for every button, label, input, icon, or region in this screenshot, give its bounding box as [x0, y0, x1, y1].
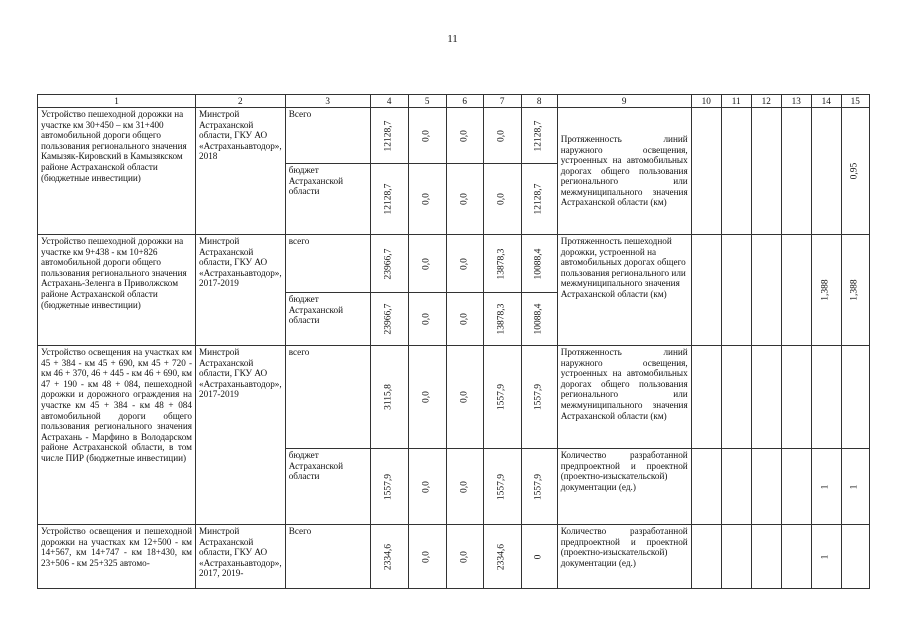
value-cell: [483, 449, 521, 525]
empty-cell: [751, 346, 781, 449]
col-header: 7: [483, 95, 521, 108]
value-text: 1,388: [820, 279, 831, 301]
empty-cell: [721, 235, 751, 346]
value-text: 0,0: [459, 480, 470, 493]
funding-source: Всего: [285, 108, 370, 164]
value-cell: [483, 108, 521, 164]
value-text: 0,0: [459, 193, 470, 205]
empty-cell: [721, 525, 751, 589]
value-cell: [521, 293, 557, 346]
value-text: 0,95: [849, 162, 860, 180]
value-cell: [811, 525, 841, 589]
empty-cell: [691, 525, 721, 589]
empty-cell: [691, 108, 721, 235]
value-cell: [408, 293, 446, 346]
table-row: [38, 525, 870, 589]
table-row: [38, 346, 870, 449]
value-cell: [446, 235, 483, 293]
value-cell: [483, 293, 521, 346]
value-text: 0,0: [421, 480, 432, 493]
table-row: [38, 235, 870, 293]
funding-source: Всего: [285, 525, 370, 589]
col-header: 4: [370, 95, 408, 108]
indicator-text: Количество разработанной предпроектной и проектной (проектно-изыскательской) документации (ед.): [557, 525, 691, 589]
value-cell: [408, 525, 446, 589]
header-row: [38, 95, 870, 108]
value-text: 0,0: [421, 129, 432, 142]
empty-cell: [841, 346, 869, 449]
value-cell: [370, 235, 408, 293]
value-cell: [370, 164, 408, 235]
value-text: 1557,9: [383, 473, 394, 500]
value-cell: [521, 449, 557, 525]
col-header: 2: [196, 95, 286, 108]
value-text: 0,0: [459, 391, 470, 403]
value-text: 0,0: [421, 193, 432, 205]
value-cell: [811, 108, 841, 235]
value-text: 1,388: [849, 279, 860, 301]
value-cell: [483, 164, 521, 235]
empty-cell: [811, 346, 841, 449]
value-text: 1557,9: [496, 383, 507, 411]
value-cell: [841, 108, 869, 235]
funding-source: всего: [285, 346, 370, 449]
value-text: 0,0: [459, 257, 470, 270]
col-header: 6: [446, 95, 483, 108]
funding-source: бюджет Астраханской области: [285, 449, 370, 525]
funding-source: бюджет Астраханской области: [285, 164, 370, 235]
col-header: 14: [811, 95, 841, 108]
value-text: 3115,8: [383, 384, 394, 410]
empty-cell: [721, 346, 751, 449]
value-text: 13878,3: [496, 303, 507, 335]
col-header: 12: [751, 95, 781, 108]
value-cell: [408, 164, 446, 235]
value-cell: [370, 293, 408, 346]
value-text: 12128,7: [383, 183, 394, 215]
project-name: Устройство пешеходной дорожки на участке км 30+450 – км 31+400 автомобильной дороги общего пользования регионального значения Камызяк-Кировский в Камызякском районе Астраханской области (бюджетные инвестиции): [38, 108, 196, 235]
value-cell: [841, 449, 869, 525]
empty-cell: [751, 235, 781, 346]
value-text: 0,0: [421, 257, 432, 270]
project-name: Устройство освещения на участках км 45 + 384 - км 45 + 690, км 45 + 720 - км 46 + 370, 46 + 445 - км 46 + 690, км 47 + 190 - км 48 + 084, пешеходной дорожки и дорожного ограждения на участке км 45 + 384 - км 48 + 084 автомобильной дороги общего пользования регионального значения Астрахань - Марфино в Володарском районе Астраханской области, в том числе ПИР (бюджетные инвестиции): [38, 346, 196, 525]
value-text: 0,0: [459, 313, 470, 325]
value-cell: [521, 525, 557, 589]
empty-cell: [781, 346, 811, 449]
table-row: [38, 108, 870, 164]
project-org: Минстрой Астраханской области, ГКУ АО «Астраханьавтодор», 2017-2019: [196, 235, 286, 346]
col-header: 8: [521, 95, 557, 108]
col-header: 3: [285, 95, 370, 108]
value-text: 10088,4: [533, 248, 544, 279]
empty-cell: [691, 346, 721, 449]
value-cell: [483, 346, 521, 449]
value-text: 12128,7: [533, 120, 544, 151]
indicator-text: Протяженность пешеходной дорожки, устроенной на автомобильных дорогах общего пользования регионального или межмуниципального значения Астраханской области (км): [557, 235, 691, 346]
value-cell: [811, 235, 841, 346]
col-header: 9: [557, 95, 691, 108]
value-cell: [483, 235, 521, 293]
value-text: 1557,9: [496, 473, 507, 500]
value-cell: [408, 449, 446, 525]
empty-cell: [781, 449, 811, 525]
value-cell: [446, 346, 483, 449]
value-text: 1557,9: [533, 473, 544, 500]
col-header: 11: [721, 95, 751, 108]
value-text: 0,0: [496, 193, 507, 205]
value-text: 23966,7: [383, 303, 394, 335]
value-cell: [483, 525, 521, 589]
value-text: 12128,7: [383, 120, 394, 151]
value-cell: [841, 235, 869, 346]
project-org: Минстрой Астраханской области, ГКУ АО «Астраханьавтодор», 2018: [196, 108, 286, 235]
empty-cell: [721, 449, 751, 525]
value-cell: [408, 235, 446, 293]
value-text: 0,0: [421, 391, 432, 403]
value-text: 2334,6: [383, 543, 394, 570]
value-text: 2334,6: [496, 543, 507, 570]
value-cell: [370, 449, 408, 525]
value-cell: [370, 525, 408, 589]
empty-cell: [751, 108, 781, 235]
project-name: Устройство освещения и пешеходной дорожки на участках км 12+500 - км 14+567, км 14+747 - км 18+430, км 23+506 - км 25+325 автомо-: [38, 525, 196, 589]
value-text: 1557,9: [533, 383, 544, 411]
value-cell: [446, 293, 483, 346]
value-text: 23966,7: [383, 248, 394, 279]
program-table: [37, 94, 870, 589]
indicator-text: Протяженность линий наружного освещения, устроенных на автомобильных дорогах общего пользования регионального или межмуниципального значения Астраханской области (км): [557, 346, 691, 449]
empty-cell: [781, 525, 811, 589]
empty-cell: [691, 235, 721, 346]
value-text: 0,0: [421, 550, 432, 563]
col-header: 15: [841, 95, 869, 108]
value-cell: [370, 108, 408, 164]
value-text: 1: [820, 554, 831, 559]
value-cell: [446, 164, 483, 235]
col-header: 1: [38, 95, 196, 108]
funding-source: всего: [285, 235, 370, 293]
page-number: 11: [447, 33, 458, 45]
value-text: 0,0: [459, 129, 470, 142]
funding-source: бюджет Астраханской области: [285, 293, 370, 346]
value-cell: [521, 346, 557, 449]
col-header: 10: [691, 95, 721, 108]
value-cell: [446, 525, 483, 589]
col-header: 5: [408, 95, 446, 108]
project-name: Устройство пешеходной дорожки на участке км 9+438 - км 10+826 автомобильной дороги общего пользования регионального значения Астрахань-Зеленга в Приволжском районе Астраханской области (бюджетные инвестиции): [38, 235, 196, 346]
value-cell: [521, 164, 557, 235]
empty-cell: [781, 235, 811, 346]
value-text: 13878,3: [496, 248, 507, 279]
value-text: 0: [533, 554, 544, 559]
value-text: 10088,4: [533, 303, 544, 335]
value-cell: [446, 108, 483, 164]
col-header: 13: [781, 95, 811, 108]
value-cell: [521, 235, 557, 293]
value-cell: [408, 346, 446, 449]
value-cell: [408, 108, 446, 164]
empty-cell: [751, 449, 781, 525]
value-text: 1: [820, 484, 831, 489]
empty-cell: [721, 108, 751, 235]
project-org: Минстрой Астраханской области, ГКУ АО «Астраханьавтодор», 2017, 2019-: [196, 525, 286, 589]
project-org: Минстрой Астраханской области, ГКУ АО «Астраханьавтодор», 2017-2019: [196, 346, 286, 525]
indicator-text: Количество разработанной предпроектной и проектной (проектно-изыскательской) документации (ед.): [557, 449, 691, 525]
value-cell: [841, 525, 869, 589]
value-text: 0,0: [496, 129, 507, 142]
value-text: 0,0: [421, 313, 432, 325]
value-text: 0,0: [459, 550, 470, 563]
empty-cell: [691, 449, 721, 525]
empty-cell: [751, 525, 781, 589]
value-cell: [370, 346, 408, 449]
value-text: 12128,7: [533, 183, 544, 215]
value-cell: [521, 108, 557, 164]
value-text: 1: [849, 484, 860, 489]
empty-cell: [781, 108, 811, 235]
indicator-text: Протяженность линий наружного освещения, устроенных на автомобильных дорогах общего пользования регионального или межмуниципального значения Астраханской области (км): [557, 108, 691, 235]
value-cell: [446, 449, 483, 525]
value-cell: [811, 449, 841, 525]
